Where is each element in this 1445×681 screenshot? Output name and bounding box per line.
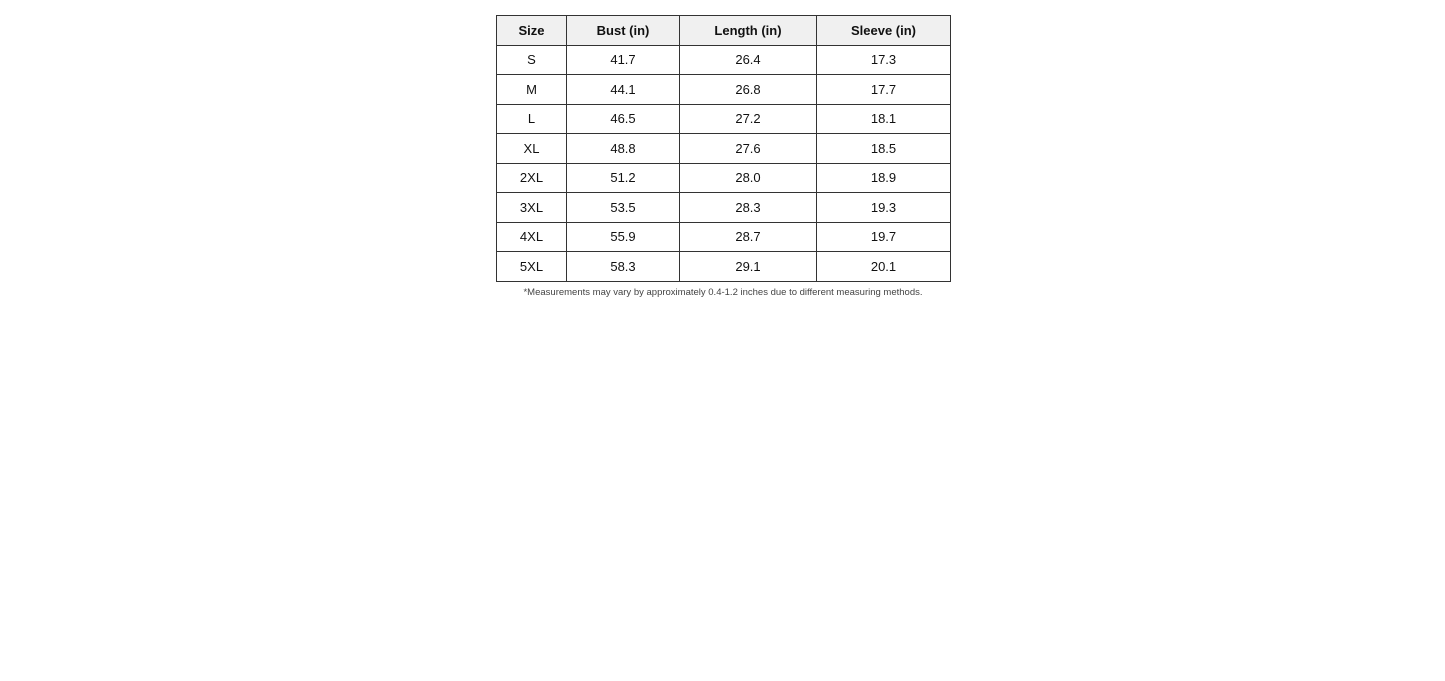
table-row [497, 104, 951, 134]
sleeve-cell: 18.9 [817, 163, 951, 193]
bust-cell: 46.5 [567, 104, 680, 134]
sleeve-cell: 19.7 [817, 222, 951, 252]
bust-cell: 51.2 [567, 163, 680, 193]
length-cell: 26.4 [680, 45, 817, 75]
bust-cell: 41.7 [567, 45, 680, 75]
size-cell: L [497, 104, 567, 134]
size-chart-container [496, 15, 951, 282]
sleeve-cell: 18.1 [817, 104, 951, 134]
bust-cell: 58.3 [567, 252, 680, 282]
sleeve-cell: 20.1 [817, 252, 951, 282]
length-cell: 28.0 [680, 163, 817, 193]
size-cell: XL [497, 134, 567, 164]
header-bust: Bust (in) [567, 16, 680, 46]
table-row [497, 193, 951, 223]
sleeve-cell: 18.5 [817, 134, 951, 164]
sleeve-cell: 17.7 [817, 75, 951, 105]
size-cell: 5XL [497, 252, 567, 282]
size-cell: 2XL [497, 163, 567, 193]
header-size: Size [497, 16, 567, 46]
size-cell: M [497, 75, 567, 105]
sleeve-cell: 17.3 [817, 45, 951, 75]
bust-cell: 53.5 [567, 193, 680, 223]
length-cell: 27.6 [680, 134, 817, 164]
size-chart-table [496, 15, 951, 282]
size-cell: 3XL [497, 193, 567, 223]
sleeve-cell: 19.3 [817, 193, 951, 223]
length-cell: 27.2 [680, 104, 817, 134]
length-cell: 26.8 [680, 75, 817, 105]
size-cell: S [497, 45, 567, 75]
table-row [497, 163, 951, 193]
table-row [497, 222, 951, 252]
length-cell: 29.1 [680, 252, 817, 282]
table-row [497, 134, 951, 164]
table-row [497, 75, 951, 105]
length-cell: 28.7 [680, 222, 817, 252]
header-sleeve: Sleeve (in) [817, 16, 951, 46]
header-length: Length (in) [680, 16, 817, 46]
size-cell: 4XL [497, 222, 567, 252]
bust-cell: 48.8 [567, 134, 680, 164]
measurement-note: *Measurements may vary by approximately 0.4-1.2 inches due to different measuring methods. [523, 287, 923, 298]
table-row [497, 252, 951, 282]
table-row [497, 45, 951, 75]
length-cell: 28.3 [680, 193, 817, 223]
table-header-row [497, 16, 951, 46]
bust-cell: 44.1 [567, 75, 680, 105]
bust-cell: 55.9 [567, 222, 680, 252]
